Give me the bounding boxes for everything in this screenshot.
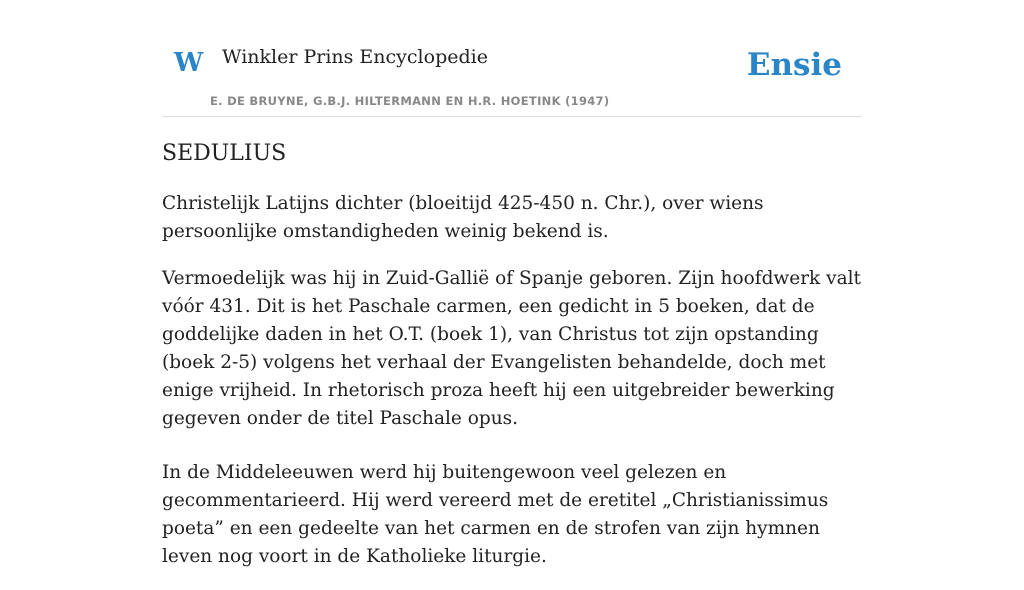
article-paragraph: Vermoedelijk was hij in Zuid-Gallië of Spanje geboren. Zijn hoofdwerk valt vóór 431. Dit is het Paschale carmen, een gedicht in 5 boeken, dat de goddelijke daden in het O.T. (boek 1), van Christus tot zijn opstanding (boek 2-5) volgens het verhaal der Evangelisten behandelde, doch met enige vrijheid. In rhetorisch proza heeft hij een uitgebreider bewerking gegeven onder de titel Paschale opus. bbox=[162, 268, 861, 429]
site-header bbox=[162, 30, 862, 117]
publication-authors: E. DE BRUYNE, G.B.J. HILTERMANN EN H.R. HOETINK (1947) bbox=[210, 94, 610, 108]
ensie-logo[interactable]: Ensie bbox=[746, 47, 842, 83]
article-paragraph: In de Middeleeuwen werd hij buitengewoon veel gelezen en gecommentarieerd. Hij werd vereerd met de eretitel „Christianissimus poeta” en een gedeelte van het carmen en de strofen van zijn hymnen leven nog voort in de Katholieke liturgie. bbox=[162, 462, 829, 567]
article-paragraph: Christelijk Latijns dichter (bloeitijd 425-450 n. Chr.), over wiens persoonlijke omstandigheden weinig bekend is. bbox=[162, 193, 764, 242]
publication-title[interactable]: Winkler Prins Encyclopedie bbox=[222, 46, 488, 68]
article-content bbox=[162, 138, 862, 590]
winkler-prins-logo-icon[interactable]: W bbox=[174, 48, 204, 78]
entry-title: SEDULIUS bbox=[162, 141, 287, 166]
